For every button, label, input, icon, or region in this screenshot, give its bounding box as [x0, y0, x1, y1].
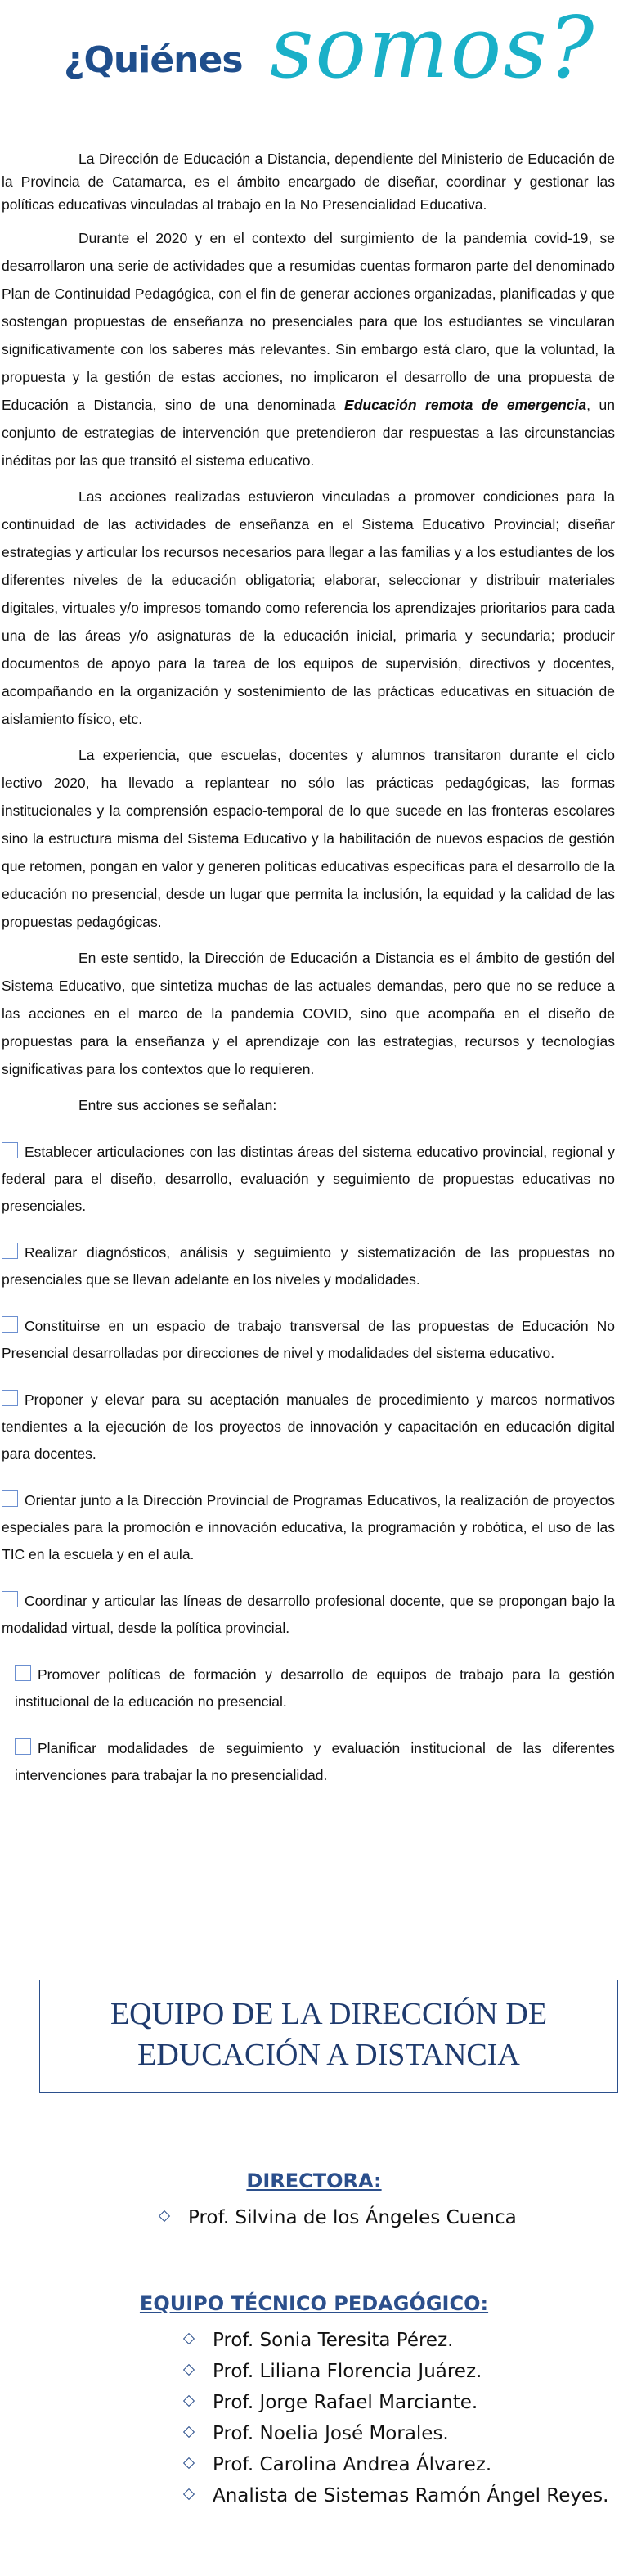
list-item: Planificar modalidades de seguimiento y evaluación institucional de las diferentes intervenciones para trabajar la no presencialidad.: [15, 1740, 615, 1783]
checkbox-icon: [2, 1390, 18, 1406]
diamond-bullet-icon: [183, 2395, 195, 2407]
checkbox-icon: [2, 1490, 18, 1507]
list-item: Constituirse en un espacio de trabajo transversal de las propuestas de Educación No Presencial desarrolladas por direcciones de nivel y modalidades del sistema educativo.: [2, 1318, 615, 1361]
diamond-bullet-icon: [183, 2426, 195, 2438]
list-item: Establecer articulaciones con las distintas áreas del sistema educativo provincial, regional y federal para el diseño, desarrollo, evaluación y seguimiento de propuestas educativas no presenciales.: [2, 1144, 615, 1214]
emphasis-text: Educación remota de emergencia: [344, 397, 587, 413]
paragraph-6: Entre sus acciones se señalan:: [78, 1097, 277, 1113]
title-quienes: ¿Quiénes: [64, 39, 243, 81]
list-item: Prof. Noelia José Morales.: [185, 2418, 608, 2449]
checkbox-icon: [15, 1665, 31, 1681]
checkbox-icon: [2, 1243, 18, 1259]
list-item: Promover políticas de formación y desarrollo de equipos de trabajo para la gestión institucional de la educación no presencial.: [15, 1666, 615, 1710]
actions-list: [2, 1139, 615, 1789]
list-item: Prof. Carolina Andrea Álvarez.: [185, 2449, 608, 2480]
list-item: Prof. Sonia Teresita Pérez.: [185, 2325, 608, 2356]
list-item: Realizar diagnósticos, análisis y seguimiento y sistematización de las propuestas no presenciales que se llevan adelante en los niveles y modalidades.: [2, 1244, 615, 1288]
paragraph-4: La experiencia, que escuelas, docentes y alumnos transitaron durante el ciclo lectivo 2020, ha llevado a replantear no sólo las prácticas pedagógicas, las formas institucionales y la comprensión espacio-temporal de lo que sucede en las fronteras escolares sino la estructura misma del Sistema Educativo y la habilitación de nuevos espacios de gestión que retomen, pongan en valor y generen políticas educativas específicas para el desarrollo de la educación no presencial, desde un lugar que permita la inclusión, la equidad y la calidad de las propuestas pedagógicas.: [2, 747, 615, 930]
diamond-bullet-icon: [159, 2210, 170, 2222]
page-header: [0, 0, 628, 123]
title-somos: somos?: [270, 0, 596, 97]
paragraph-5: En este sentido, la Dirección de Educación a Distancia es el ámbito de gestión del Sistema Educativo, que sintetiza muchas de las actuales demandas, pero que no se reduce a las acciones en el marco de la pandemia COVID, sino que acompaña en el diseño de propuestas para la enseñanza y el aprendizaje con las estrategias, recursos y tecnologías significativas para los contextos que lo requieren.: [2, 950, 615, 1077]
director-list: [160, 2202, 517, 2233]
tech-team-heading: EQUIPO TÉCNICO PEDAGÓGICO:: [139, 2292, 489, 2315]
checkbox-icon: [2, 1142, 18, 1158]
checkbox-icon: [2, 1591, 18, 1607]
diamond-bullet-icon: [183, 2333, 195, 2344]
list-item: Prof. Silvina de los Ángeles Cuenca: [160, 2202, 517, 2233]
checkbox-icon: [2, 1316, 18, 1333]
list-item: Prof. Liliana Florencia Juárez.: [185, 2356, 608, 2387]
team-title: EQUIPO DE LA DIRECCIÓN DE EDUCACIÓN A DISTANCIA: [110, 1997, 548, 2072]
diamond-bullet-icon: [183, 2457, 195, 2469]
list-item: Analista de Sistemas Ramón Ángel Reyes.: [185, 2480, 608, 2511]
paragraph-1: La Dirección de Educación a Distancia, dependiente del Ministerio de Educación de la Provincia de Catamarca, es el ámbito encargado de diseñar, coordinar y gestionar las políticas educativas vinculadas al trabajo en la No Presencialidad Educativa.: [2, 151, 615, 213]
diamond-bullet-icon: [183, 2488, 195, 2500]
list-item: Orientar junto a la Dirección Provincial de Programas Educativos, la realización de proyectos especiales para la promoción e innovación educativa, la programación y robótica, el uso de las TIC en la escuela y en el aula.: [2, 1492, 615, 1562]
tech-team-list: [185, 2325, 608, 2511]
main-content: [2, 147, 615, 1809]
paragraph-3: Las acciones realizadas estuvieron vinculadas a promover condiciones para la continuidad de las actividades de enseñanza en el Sistema Educativo Provincial; diseñar estrategias y articular los recursos necesarios para llegar a las familias y a los estudiantes de los diferentes niveles de la educación obligatoria; elaborar, seleccionar y distribuir materiales digitales, virtuales y/o impresos tomando como referencia los aprendizajes prioritarios para cada una de las áreas y/o asignaturas de la educación inicial, primaria y secundaria; producir documentos de apoyo para la tarea de los equipos de supervisión, directivos y docentes, acompañando en la organización y sostenimiento de las prácticas educativas en situación de aislamiento físico, etc.: [2, 488, 615, 727]
list-item: Coordinar y articular las líneas de desarrollo profesional docente, que se propongan bajo la modalidad virtual, desde la política provincial.: [2, 1593, 615, 1636]
paragraph-2: Durante el 2020 y en el contexto del surgimiento de la pandemia covid-19, se desarrollaron una serie de actividades que a resumidas cuentas formaron parte del denominado Plan de Continuidad Pedagógica, con el fin de generar acciones organizadas, planificadas y que sostengan propuestas de enseñanza no presenciales para que los estudiantes se vincularan significativamente con los saberes más relevantes. Sin embargo está claro, que la voluntad, la propuesta y la gestión de estas acciones, no implicaron el desarrollo de una propuesta de Educación a Distancia, sino de una denominada Educación remota de emergencia, un conjunto de estrategias de intervención que pretendieron dar respuestas a las circunstancias inéditas por las que transitó el sistema educativo.: [2, 230, 615, 469]
checkbox-icon: [15, 1738, 31, 1755]
director-heading: DIRECTORA:: [246, 2169, 382, 2192]
diamond-bullet-icon: [183, 2364, 195, 2376]
list-item: Proponer y elevar para su aceptación manuales de procedimiento y marcos normativos tendientes a la ejecución de los proyectos de innovación y capacitación en educación digital para docentes.: [2, 1391, 615, 1462]
list-item: Prof. Jorge Rafael Marciante.: [185, 2387, 608, 2418]
team-title-box: [39, 1980, 618, 2093]
